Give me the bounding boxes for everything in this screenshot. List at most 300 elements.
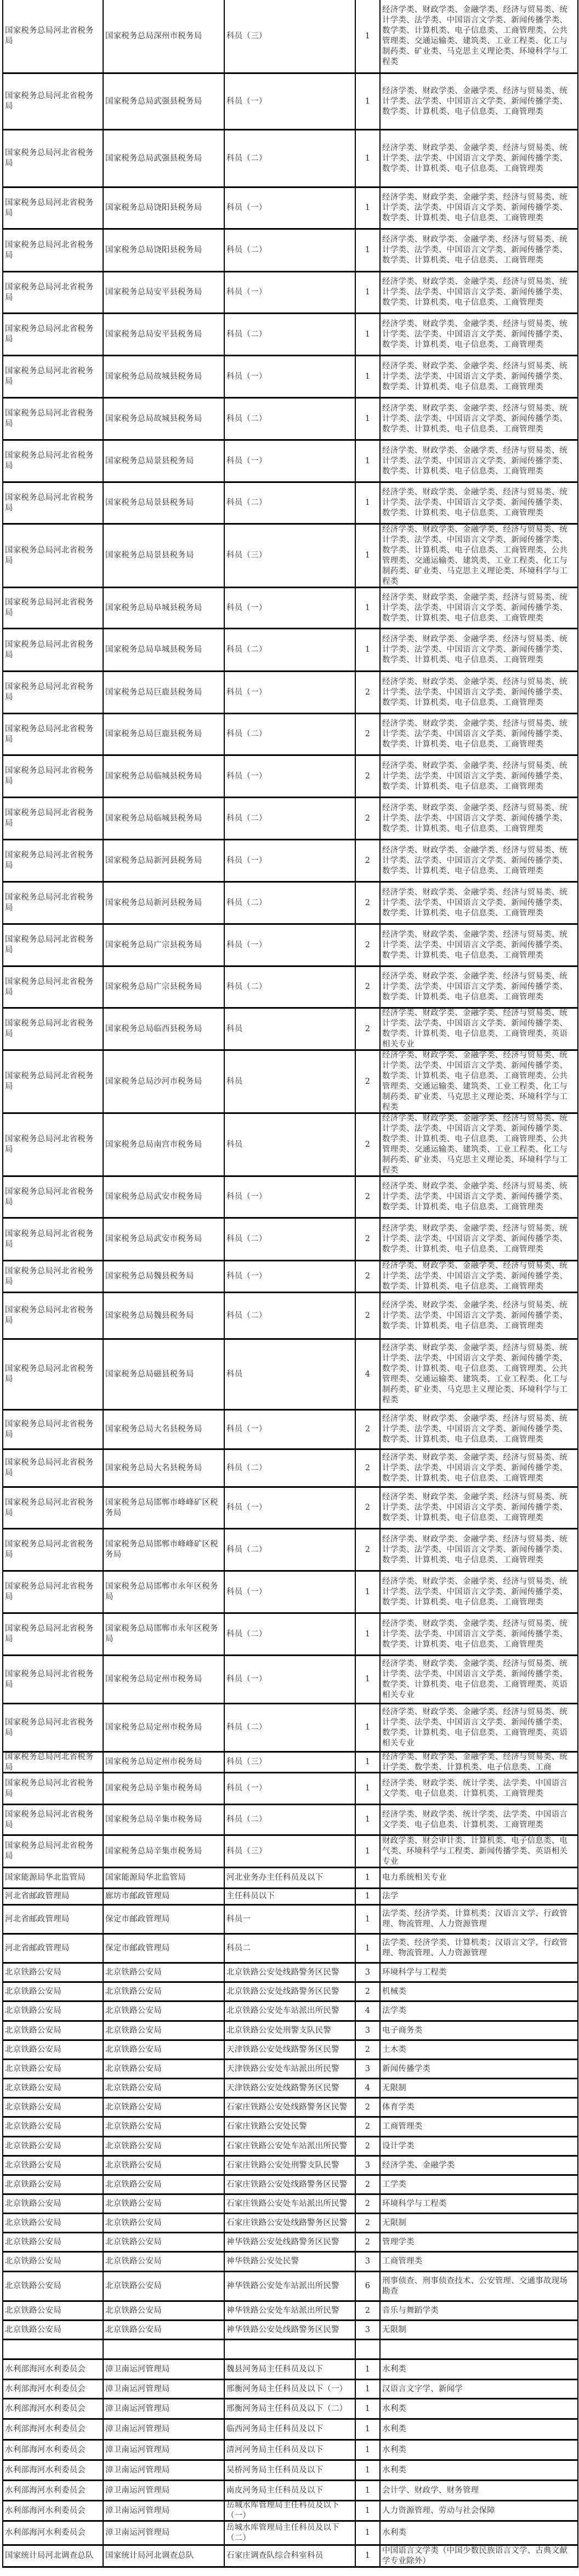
majors-text: 经济学类、财政学类、金融学类、经济与贸易类、统计学类、法学类、中国语言文学类、新闻传播学类、数学类、计算机类、电子信息类、工商管理类 [382, 1493, 568, 1522]
cell-majors [379, 1805, 578, 1834]
employer-text: 国家税务总局巨鹿县税务局 [105, 730, 202, 738]
position-text: 科员（二） [226, 329, 267, 339]
employer-text: 国家税务总局邯郸市峰峰矿区税务局 [105, 1498, 218, 1517]
cell-headcount [355, 1114, 379, 1175]
table-row [2, 1773, 578, 1805]
cell-department [2, 441, 103, 481]
majors-text: 环境科学与工程类 [382, 1967, 447, 1977]
cell-department [2, 1219, 103, 1260]
headcount-text: 3 [365, 1967, 371, 1977]
table-row [2, 1704, 578, 1753]
position-text: 科员（一） [226, 1675, 267, 1684]
cell-employer [103, 1868, 224, 1887]
cell-majors [379, 1411, 578, 1448]
employer-text: 国家税务总局巨鹿县税务局 [105, 687, 202, 697]
cell-position [224, 2099, 355, 2116]
position-text: 科员（一） [226, 603, 267, 612]
headcount-text: 1 [365, 1943, 371, 1953]
position-text: 石家庄铁路公安处线路警务区民警 [226, 2102, 348, 2112]
position-text: 神华铁路公安处线路警务区民警 [226, 2237, 339, 2247]
cell-position [224, 2461, 355, 2480]
headcount-text: 1 [365, 1846, 371, 1856]
table-row [2, 1836, 578, 1868]
cell-employer [103, 1889, 224, 1904]
headcount-text: 2 [365, 1425, 371, 1434]
cell-position [224, 1614, 355, 1654]
department-text: 国家税务总局河北省税务局 [5, 766, 94, 786]
table-row [2, 1889, 578, 1906]
table-row [2, 588, 578, 629]
department-text: 国家税务总局河北省税务局 [5, 1229, 94, 1249]
employer-text: 国家税务总局武安市税务局 [105, 1235, 202, 1243]
cell-position [224, 525, 355, 587]
cell-department [2, 2137, 103, 2155]
cell-employer [103, 483, 224, 523]
department-text: 国家税务总局河北省税务局 [5, 149, 94, 168]
employer-text: 国家税务总局临城县税务局 [105, 771, 202, 781]
cell-majors [379, 2157, 578, 2174]
employer-text: 北京铁路公安局 [105, 2257, 162, 2266]
table-row [2, 2214, 578, 2233]
majors-text: 经济学类、财政学类、金融学类、经济与贸易类、统计学类、法学类、中国语言文学类、新闻传播学类、数学类、计算机类、电子信息类、工商管理类 [382, 845, 568, 875]
cell-headcount [355, 2420, 379, 2439]
cell-department [2, 483, 103, 523]
cell-headcount [355, 2214, 379, 2232]
majors-text: 经济学类、财政学类、金融学类、经济与贸易类、统计学类、法学类、中国语言文学类、新闻传播学类、数学类、计算机类、电子信息类、工商管理类 [382, 1577, 568, 1607]
cell-headcount [355, 314, 379, 355]
cell-employer [103, 672, 224, 713]
cell-headcount [355, 672, 379, 713]
majors-text: 经济学类、财政学类、统计学类、法学类、中国语言文学类、电子信息类、计算机类、工商管理类 [382, 1810, 568, 1829]
majors-text: 土木类 [382, 2045, 407, 2054]
department-text: 国家税务总局河北省税务局 [5, 1364, 94, 1384]
cell-headcount [355, 588, 379, 628]
cell-majors [379, 2060, 578, 2078]
cell-headcount [355, 1450, 379, 1486]
cell-department [2, 2272, 103, 2300]
majors-text: 无限制 [382, 2218, 407, 2227]
department-text: 河北省邮政管理局 [5, 1914, 70, 1924]
table-row [2, 1488, 578, 1529]
majors-text: 经济学类、财政学类、金融学类、经济与贸易类、统计学类、法学类、中国语言文学类、新闻传播学类、数学类、计算机类、电子信息类、工商管理类、英语相关专业 [382, 1659, 568, 1699]
table-row [2, 314, 578, 356]
majors-text: 经济学类、财政学类、金融学类、经济与贸易类、统计学类、法学类、中国语言文学类、新闻传播学类、数学类、计算机类、电子信息类、工商管理类 [382, 677, 568, 707]
employer-text: 北京铁路公安局 [105, 2045, 162, 2054]
employer-text: 北京铁路公安局 [105, 2006, 162, 2015]
headcount-text: 1 [365, 603, 371, 612]
cell-headcount [355, 2022, 379, 2039]
position-text: 科员 [226, 1369, 243, 1379]
employer-text: 北京铁路公安局 [105, 2026, 162, 2035]
cell-employer [103, 1572, 224, 1612]
cell-position [224, 2340, 355, 2358]
headcount-text: 2 [365, 940, 371, 949]
cell-department [2, 2195, 103, 2213]
headcount-text: 2 [365, 1545, 371, 1554]
cell-headcount [355, 2546, 379, 2566]
cell-employer [103, 2137, 224, 2155]
headcount-text: 2 [365, 814, 371, 823]
cell-employer [103, 1293, 224, 1338]
majors-text: 机械类 [382, 1987, 407, 1996]
cell-position [224, 1177, 355, 1217]
cell-headcount [355, 1261, 379, 1292]
cell-department [2, 714, 103, 754]
cell-department [2, 130, 103, 186]
cell-position [224, 672, 355, 713]
cell-position [224, 0, 355, 72]
cell-department [2, 2041, 103, 2058]
position-text: 清河河务局主任科员及以下 [226, 2445, 323, 2454]
cell-department [2, 1614, 103, 1654]
cell-position [224, 2272, 355, 2300]
headcount-text: 1 [365, 2425, 371, 2433]
headcount-text: 2 [365, 1235, 371, 1243]
headcount-text: 2 [365, 1463, 371, 1472]
headcount-text: 1 [365, 153, 371, 163]
employer-text: 国家税务总局新河县税务局 [105, 856, 202, 865]
majors-text: 经济学类、财政学类、金融学类、经济与贸易类、统计学类、法学类、中国语言文学类、新闻传播学类、数学类、计算机类、电子信息类、工商管理类、公共管理类、交通运输类、建筑类、工业工程类、化工与制药类、矿业类、马克思主义理论类、环境科学与工程类 [382, 5, 568, 66]
position-text: 科员（二） [226, 1723, 267, 1732]
table-row [2, 2233, 578, 2253]
headcount-text: 3 [365, 2026, 371, 2035]
majors-text: 经济学类、财政学类、金融学类、经济与贸易类、统计学类、法学类、中国语言文学类、新闻传播学类、数学类、计算机类、电子信息类、工商管理类 [382, 593, 568, 623]
cell-position [224, 2118, 355, 2136]
department-text: 国家税务总局河北省税务局 [5, 545, 94, 565]
table-row [2, 925, 578, 967]
cell-position [224, 1889, 355, 1904]
cell-employer [103, 2079, 224, 2097]
employer-text: 廊坊市邮政管理局 [105, 1892, 170, 1901]
majors-text: 经济学类、财政学类、金融学类、经济与贸易类、统计学类、法学类、中国语言文学类、新闻传播学类、数学类、计算机类、电子信息类、工商管理类 [382, 1182, 568, 1212]
cell-position [224, 130, 355, 186]
cell-department [2, 1051, 103, 1112]
cell-majors [379, 356, 578, 397]
cell-position [224, 2501, 355, 2520]
table-row [2, 2253, 578, 2272]
cell-headcount [355, 1656, 379, 1703]
department-text: 国家税务总局河北省税务局 [5, 1306, 94, 1325]
cell-employer [103, 1340, 224, 1409]
cell-employer [103, 2195, 224, 2213]
table-row [2, 798, 578, 840]
position-text: 科员（二） [226, 1545, 267, 1554]
table-row [2, 714, 578, 756]
table-row [2, 756, 578, 798]
cell-employer [103, 1529, 224, 1570]
majors-text: 水利类 [382, 2364, 407, 2374]
cell-department [2, 1889, 103, 1904]
headcount-text: 2 [365, 2122, 371, 2131]
department-text: 国家税务总局河北省税务局 [5, 1072, 94, 1091]
cell-department [2, 2157, 103, 2174]
department-text: 国家税务总局河北省税务局 [5, 1498, 94, 1517]
cell-majors [379, 672, 578, 713]
cell-majors [379, 2118, 578, 2136]
department-text: 水利部海河水利委员会 [5, 2465, 86, 2475]
employer-text: 保定市邮政管理局 [105, 1914, 170, 1924]
cell-majors [379, 714, 578, 754]
department-text: 国家税务总局河北省税务局 [5, 1810, 94, 1829]
headcount-text: 1 [365, 1784, 371, 1793]
table-row [2, 1009, 578, 1051]
cell-department [2, 1868, 103, 1887]
cell-headcount [355, 1836, 379, 1867]
cell-position [224, 2441, 355, 2459]
cell-headcount [355, 1773, 379, 1804]
department-text: 国家税务总局河北省税务局 [5, 935, 94, 954]
cell-majors [379, 1572, 578, 1612]
employer-text: 国家税务总局景县税务局 [105, 456, 194, 465]
cell-headcount [355, 272, 379, 312]
employer-text: 北京铁路公安局 [105, 2218, 162, 2227]
department-text: 国家税务总局河北省税务局 [5, 198, 94, 218]
table-row [2, 1293, 578, 1340]
headcount-text: 1 [365, 246, 371, 254]
cell-position [224, 2360, 355, 2379]
cell-majors [379, 314, 578, 355]
cell-majors [379, 2079, 578, 2097]
employer-text: 北京铁路公安局 [105, 2180, 162, 2189]
cell-headcount [355, 1488, 379, 1528]
table-row [2, 1219, 578, 1261]
headcount-text: 2 [365, 2102, 371, 2112]
cell-department [2, 2022, 103, 2039]
cell-position [224, 399, 355, 439]
position-text: 北京铁路公安处车站派出所民警 [226, 2006, 339, 2015]
position-text: 石家庄铁路公安处车站派出所民警 [226, 2199, 348, 2208]
cell-headcount [355, 1614, 379, 1654]
department-text: 北京铁路公安局 [5, 2160, 61, 2170]
cell-headcount [355, 130, 379, 186]
majors-text: 财政学类、财会审计类、计算机类、电子信息类、电气类、环境科学与工程类、新闻传播学类、英语相关专业 [382, 1836, 568, 1866]
cell-department [2, 1805, 103, 1834]
cell-department [2, 399, 103, 439]
cell-position [224, 1836, 355, 1867]
table-row [2, 672, 578, 714]
cell-employer [103, 441, 224, 481]
table-row [2, 2399, 578, 2420]
cell-majors [379, 2176, 578, 2193]
cell-employer [103, 967, 224, 1007]
table-row [2, 2176, 578, 2195]
cell-employer [103, 230, 224, 271]
table-row [2, 2060, 578, 2079]
cell-position [224, 2041, 355, 2058]
cell-employer [103, 130, 224, 186]
cell-department [2, 798, 103, 839]
cell-headcount [355, 230, 379, 271]
cell-headcount [355, 1964, 379, 1981]
cell-employer [103, 272, 224, 312]
employer-text: 国家税务总局深州市税务局 [105, 31, 202, 41]
cell-employer [103, 1964, 224, 1981]
cell-majors [379, 2214, 578, 2232]
cell-headcount [355, 1529, 379, 1570]
table-row [2, 1411, 578, 1450]
table-row [2, 1983, 578, 2002]
cell-majors [379, 629, 578, 670]
employer-text: 国家税务总局定州市税务局 [105, 1723, 202, 1732]
headcount-text: 2 [365, 2141, 371, 2151]
majors-text: 经济学类、财政学类、金融学类、经济与贸易类、统计学类、法学类、中国语言文学类、新闻传播学类、数学类、计算机类、电子信息类、工商管理类 [382, 319, 568, 349]
cell-department [2, 1009, 103, 1049]
headcount-text: 1 [365, 2445, 371, 2454]
table-row [2, 2195, 578, 2214]
employer-text: 北京铁路公安局 [105, 2064, 162, 2073]
cell-department [2, 883, 103, 923]
position-text: 科员（二） [226, 898, 267, 907]
majors-text: 经济学类、财政学类、金融学类、经济与贸易类、统计学类、法学类、中国语言文学类、新闻传播学类、数学类、计算机类、电子信息类、工商管理类 [382, 235, 568, 265]
cell-position [224, 188, 355, 228]
department-text: 国家税务总局河北省税务局 [5, 367, 94, 386]
department-text: 水利部海河水利委员会 [5, 2445, 86, 2454]
employer-text: 国家税务总局定州市税务局 [105, 1675, 202, 1684]
cell-employer [103, 2041, 224, 2058]
cell-headcount [355, 2195, 379, 2213]
cell-employer [103, 588, 224, 628]
employer-text: 国家税务总局武强县税务局 [105, 153, 202, 163]
cell-department [2, 230, 103, 271]
cell-position [224, 1753, 355, 1772]
position-text: 石家庄铁路公安处线路警务区民警 [226, 2180, 348, 2189]
cell-employer [103, 2253, 224, 2271]
majors-text: 经济学类、财政学类、金融学类、经济与贸易类、统计学类、法学类、中国语言文学类、新闻传播学类、数学类、计算机类、电子信息类、工商管理类 [382, 888, 568, 918]
cell-department [2, 1177, 103, 1217]
position-text: 天津铁路公安处线路警务区民警 [226, 2045, 339, 2054]
employer-text: 北京铁路公安局 [105, 2199, 162, 2208]
cell-headcount [355, 2002, 379, 2020]
cell-majors [379, 2137, 578, 2155]
table-row [2, 1051, 578, 1114]
table-row [2, 2272, 578, 2302]
cell-majors [379, 1983, 578, 2000]
cell-position [224, 925, 355, 965]
department-text: 国家税务总局河北省税务局 [5, 809, 94, 828]
cell-headcount [355, 756, 379, 797]
headcount-text: 2 [365, 898, 371, 907]
employer-text: 国家税务总局故城县税务局 [105, 414, 202, 423]
position-text: 神华铁路公安处车站派出所民警 [226, 2306, 339, 2315]
cell-department [2, 2481, 103, 2500]
cell-employer [103, 1704, 224, 1751]
position-text: 科员（二） [226, 730, 267, 738]
position-text: 科员（一） [226, 1425, 267, 1434]
cell-position [224, 2302, 355, 2319]
cell-employer [103, 1935, 224, 1962]
majors-text: 工学类 [382, 2180, 407, 2189]
cell-headcount [355, 840, 379, 881]
employer-text: 国家税务总局故城县税务局 [105, 372, 202, 381]
majors-text: 经济学类、财政学类、金融学类、经济与贸易类、统计学类、法学类、中国语言文学类、新闻传播学类、数学类、计算机类、电子信息类、工商管理类 [382, 1224, 568, 1254]
headcount-text: 2 [365, 2306, 371, 2315]
cell-position [224, 441, 355, 481]
cell-headcount [355, 525, 379, 587]
employer-text: 国家税务总局大名县税务局 [105, 1425, 202, 1434]
cell-majors [379, 1114, 578, 1175]
cell-employer [103, 925, 224, 965]
headcount-text: 1 [365, 1892, 371, 1901]
position-text: 科员（二） [226, 498, 267, 507]
table-row [2, 1261, 578, 1293]
cell-headcount [355, 1051, 379, 1112]
headcount-text: 3 [365, 2064, 371, 2073]
department-text: 北京铁路公安局 [5, 2083, 61, 2092]
cell-department [2, 2546, 103, 2566]
table-row [2, 840, 578, 883]
majors-text: 经济学类、财政学类、金融学类、经济与贸易类、统计学类、法学类、中国语言文学类、新闻传播学类、数学类、计算机类、电子信息类、工商管理类 [382, 143, 568, 173]
position-text: 科员（一） [226, 1503, 267, 1512]
cell-headcount [355, 2380, 379, 2398]
table-row [2, 1656, 578, 1704]
cell-department [2, 2441, 103, 2459]
cell-majors [379, 1219, 578, 1260]
position-text: 北京铁路公安处刑警支队民警 [226, 2026, 332, 2035]
table-row [2, 2137, 578, 2157]
headcount-text: 3 [365, 2257, 371, 2266]
position-text: 主任科员以下 [226, 1892, 275, 1901]
cell-position [224, 2253, 355, 2271]
majors-text: 人力资源管理、劳动与社会保障 [382, 2506, 495, 2515]
cell-majors [379, 1293, 578, 1338]
cell-majors [379, 2302, 578, 2319]
position-text: 科员（一） [226, 1784, 267, 1793]
cell-position [224, 2022, 355, 2039]
headcount-text: 2 [365, 2045, 371, 2054]
cell-department [2, 1261, 103, 1292]
cell-headcount [355, 1906, 379, 1933]
employer-text: 漳卫南运河管理局 [105, 2404, 170, 2413]
cell-majors [379, 2002, 578, 2020]
headcount-text: 2 [365, 856, 371, 865]
majors-text: 经济学类、财政学类、金融学类、经济与贸易类、统计学类、法学类、中国语言文学类、新闻传播学类、数学类、计算机类、电子信息类、工商管理类 [382, 86, 568, 116]
cell-employer [103, 2233, 224, 2251]
table-row [2, 1906, 578, 1935]
cell-position [224, 1219, 355, 1260]
cell-majors [379, 188, 578, 228]
position-text: 天津铁路公安处车站派出所民警 [226, 2064, 339, 2073]
headcount-text: 1 [365, 414, 371, 423]
majors-text: 经济学类、财政学类、金融学类、经济与贸易类、统计学类、法学类、中国语言文学类、新闻传播学类、数学类、计算机类、电子信息类、工商管理类 [382, 1453, 568, 1483]
headcount-text: 1 [365, 329, 371, 339]
majors-text: 经济学类、财政学类、金融学类、经济与贸易类、统计学类、法学类、中国语言文学类、新闻传播学类、数学类、计算机类、电子信息类、工商管理类 [382, 446, 568, 476]
department-text: 国家税务总局河北省税务局 [5, 1718, 94, 1737]
employer-text: 漳卫南运河管理局 [105, 2465, 170, 2475]
position-text: 科员（二） [226, 982, 267, 991]
cell-employer [103, 840, 224, 881]
department-text: 北京铁路公安局 [5, 2122, 61, 2131]
cell-position [224, 588, 355, 628]
cell-position [224, 2233, 355, 2251]
cell-majors [379, 525, 578, 587]
cell-majors [379, 2195, 578, 2213]
cell-employer [103, 2302, 224, 2319]
table-row [2, 1868, 578, 1889]
employer-text: 漳卫南运河管理局 [105, 2425, 170, 2433]
position-text: 邢衡河务局主任科员及以下（二） [226, 2404, 348, 2413]
cell-employer [103, 0, 224, 72]
cell-headcount [355, 188, 379, 228]
employer-text: 国家税务总局饶阳县税务局 [105, 203, 202, 212]
position-text: 科员（二） [226, 645, 267, 654]
table-row [2, 441, 578, 483]
cell-headcount [355, 798, 379, 839]
department-text: 国家税务总局河北省税务局 [5, 325, 94, 344]
department-text: 国家税务总局河北省税务局 [5, 92, 94, 111]
cell-majors [379, 2420, 578, 2439]
cell-position [224, 1293, 355, 1338]
headcount-text: 1 [365, 2486, 371, 2495]
